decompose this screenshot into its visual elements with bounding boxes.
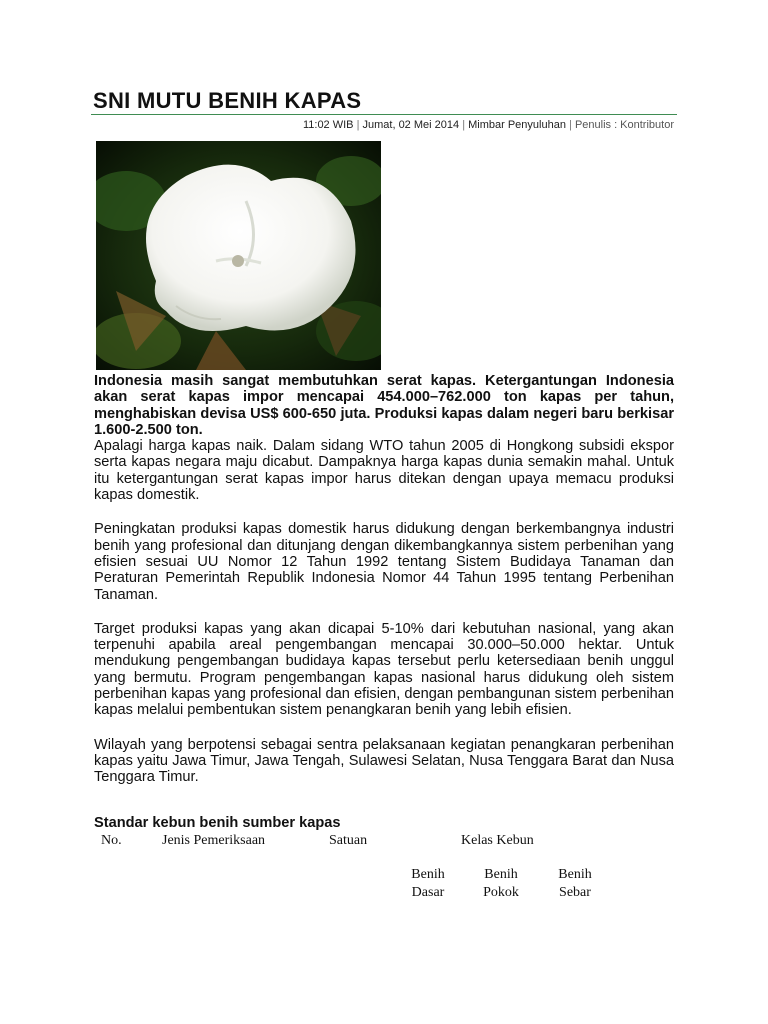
- class-line: Benih: [411, 867, 445, 882]
- cotton-boll-photo: [96, 141, 381, 370]
- meta-date: Jumat, 02 Mei 2014: [362, 119, 460, 131]
- body-paragraph: Peningkatan produksi kapas domestik harus didukung dengan berkembangnya industri benih yang profesional dan ditunjang dengan dikembangkannya sistem perbenihan yang efisien sesuai UU Nomor 12 Tahun 1992 tentang Sistem Budidaya Tanaman dan Peraturan Pemerintah Republik Indonesia Nomor 44 Tahun 1995 tentang Perbenihan Tanaman.: [94, 521, 674, 603]
- body-paragraph: Apalagi harga kapas naik. Dalam sidang WTO tahun 2005 di Hongkong subsidi ekspor serta kapas negara maju dicabut. Dampaknya harga kapas dunia semakin mahal. Untuk itu ketergantungan serat kapas impor harus ditekan dengan upaya memacu produksi kapas domestik.: [94, 438, 674, 504]
- meta-time: 11:02 WIB: [302, 119, 354, 131]
- section-heading: Standar kebun benih sumber kapas: [94, 815, 341, 831]
- class-line: Benih: [558, 867, 592, 882]
- col-header-benih-pokok: [480, 866, 522, 902]
- col-header-benih-sebar: [554, 866, 596, 902]
- col-header-no: No.: [101, 833, 122, 848]
- body-paragraph: Target produksi kapas yang akan dicapai 5-10% dari kebutuhan nasional, yang akan terpenuhi apabila areal pengembangan mencapai 30.000–50.000 hektar. Untuk mendukung pengembangan budidaya kapas tersebut perlu ketersediaan benih unggul yang bermutu. Program pengembangan kapas nasional harus didukung oleh sistem perbenihan kapas yang profesional dan efisien, dengan pembangunan sistem perbenihan kapas melalui pembentukan sistem penangkaran benih yang lebih efisien.: [94, 620, 674, 719]
- title-underline: [91, 114, 677, 115]
- meta-separator: |: [462, 119, 466, 131]
- article-body: [94, 373, 674, 804]
- meta-separator: |: [569, 119, 572, 131]
- col-header-benih-dasar: [408, 866, 448, 902]
- article-meta: [303, 119, 674, 131]
- lead-paragraph: Indonesia masih sangat membutuhkan serat kapas. Ketergantungan Indonesia akan serat kapas impor mencapai 454.000–762.000 ton kapas per tahun, menghabiskan devisa US$ 600-650 juta. Produksi kapas dalam negeri baru berkisar 1.600-2.500 ton.: [94, 373, 674, 438]
- col-header-kelas: Kelas Kebun: [461, 833, 534, 848]
- meta-separator: |: [356, 119, 360, 131]
- body-paragraph: Wilayah yang berpotensi sebagai sentra pelaksanaan kegiatan penangkaran perbenihan kapas yaitu Jawa Timur, Jawa Tengah, Sulawesi Selatan, Nusa Tenggara Barat dan Nusa Tenggara Timur.: [94, 736, 674, 786]
- article-title: SNI MUTU BENIH KAPAS: [93, 88, 362, 113]
- class-line: Benih: [484, 867, 518, 882]
- col-header-jenis: Jenis Pemeriksaan: [162, 833, 266, 848]
- meta-category: Mimbar Penyuluhan: [468, 119, 566, 131]
- class-line: Sebar: [559, 885, 591, 900]
- class-line: Pokok: [483, 885, 519, 900]
- meta-author: Penulis : Kontributor: [574, 119, 674, 131]
- class-line: Dasar: [411, 885, 445, 900]
- col-header-satuan: Satuan: [329, 833, 368, 848]
